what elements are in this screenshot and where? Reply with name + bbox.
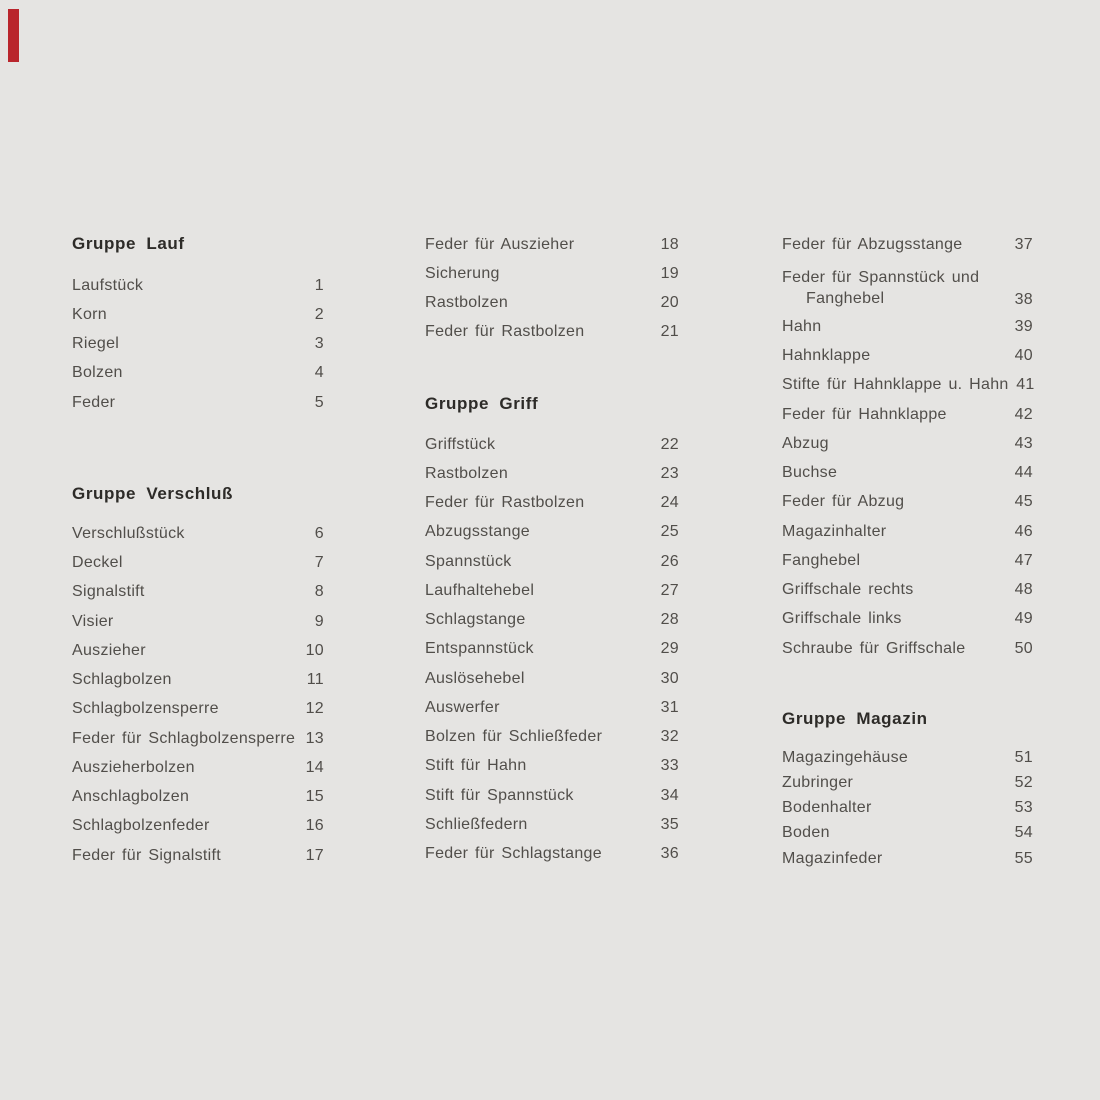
item-number: 14 xyxy=(305,758,324,776)
item-label: Magazinhalter xyxy=(782,522,887,540)
item-label: Boden xyxy=(782,824,830,842)
list-item xyxy=(425,840,679,869)
item-number: 51 xyxy=(1014,748,1033,766)
item-number: 15 xyxy=(305,788,324,806)
item-label: Schlagbolzenfeder xyxy=(72,817,210,835)
column-2 xyxy=(425,230,679,869)
item-number: 29 xyxy=(660,640,679,658)
item-number: 24 xyxy=(660,494,679,512)
list-item xyxy=(425,810,679,839)
item-label: Feder für Schlagstange xyxy=(425,845,602,863)
list-item xyxy=(782,371,1033,400)
list-item xyxy=(782,796,1033,821)
list-item xyxy=(72,388,324,417)
item-label: Feder für Signalstift xyxy=(72,846,222,864)
item-number: 1 xyxy=(314,276,324,294)
list-item xyxy=(72,695,324,724)
item-number: 40 xyxy=(1014,347,1033,365)
item-number: 35 xyxy=(660,815,679,833)
group-heading-lauf: Gruppe Lauf xyxy=(72,234,185,253)
item-label: Feder für Rastbolzen xyxy=(425,323,585,341)
item-number: 8 xyxy=(314,583,324,601)
item-number: 54 xyxy=(1014,824,1033,842)
item-label: Schließfedern xyxy=(425,815,528,833)
item-label: Auswerfer xyxy=(425,698,500,716)
parts-list-lauf xyxy=(72,271,324,417)
item-number: 26 xyxy=(660,552,679,570)
list-item xyxy=(782,605,1033,634)
item-label: Griffstück xyxy=(425,435,496,453)
item-label: Spannstück xyxy=(425,552,512,570)
list-item xyxy=(782,517,1033,546)
list-item xyxy=(425,518,679,547)
item-label: Bodenhalter xyxy=(782,799,872,817)
item-label: Schlagstange xyxy=(425,611,526,629)
item-number: 36 xyxy=(660,845,679,863)
item-number: 30 xyxy=(660,669,679,687)
item-label: Feder für Rastbolzen xyxy=(425,494,585,512)
item-label: Feder xyxy=(72,393,116,411)
item-number: 4 xyxy=(314,364,324,382)
parts-list-verschluss xyxy=(72,519,324,870)
list-item xyxy=(425,230,679,259)
item-label: Rastbolzen xyxy=(425,294,509,312)
list-item xyxy=(72,271,324,300)
item-number: 52 xyxy=(1014,774,1033,792)
list-item xyxy=(782,312,1033,341)
list-item xyxy=(782,546,1033,575)
item-number: 55 xyxy=(1014,849,1033,867)
item-number: 37 xyxy=(1014,235,1033,253)
list-item xyxy=(72,300,324,329)
list-item xyxy=(782,634,1033,663)
item-number: 49 xyxy=(1014,610,1033,628)
list-item xyxy=(72,636,324,665)
list-item xyxy=(425,723,679,752)
item-number: 46 xyxy=(1014,522,1033,540)
item-number: 38 xyxy=(1014,291,1033,309)
item-number: 17 xyxy=(305,846,324,864)
list-item xyxy=(72,666,324,695)
item-number: 9 xyxy=(314,612,324,630)
parts-list-griff-continued xyxy=(782,230,1033,663)
item-label: Feder für Abzug xyxy=(782,493,905,511)
list-item xyxy=(72,753,324,782)
list-item xyxy=(425,635,679,664)
list-item xyxy=(782,429,1033,458)
item-number: 53 xyxy=(1014,799,1033,817)
list-item xyxy=(425,547,679,576)
group-heading-verschluss: Gruppe Verschluß xyxy=(72,484,234,504)
item-number: 7 xyxy=(314,554,324,572)
item-label: Feder für Abzugsstange xyxy=(782,235,963,253)
item-number: 11 xyxy=(306,671,324,689)
list-item xyxy=(72,812,324,841)
item-label: Feder für Spannstück und Fanghebel xyxy=(782,269,980,308)
item-number: 18 xyxy=(660,235,679,253)
group-heading-griff: Gruppe Griff xyxy=(425,394,539,413)
item-number: 13 xyxy=(305,729,324,747)
item-label: Hahnklappe xyxy=(782,347,871,365)
item-label: Laufhaltehebel xyxy=(425,581,535,599)
item-label: Schlagbolzen xyxy=(72,671,172,689)
item-label: Korn xyxy=(72,305,107,323)
list-item xyxy=(782,821,1033,846)
item-number: 6 xyxy=(314,524,324,542)
item-number: 41 xyxy=(1016,376,1035,394)
item-label: Magazinfeder xyxy=(782,849,883,867)
list-item xyxy=(782,459,1033,488)
item-label: Abzug xyxy=(782,434,829,452)
red-registration-mark xyxy=(8,9,19,62)
item-number: 16 xyxy=(305,817,324,835)
list-item xyxy=(425,259,679,288)
list-item xyxy=(782,400,1033,429)
list-item xyxy=(782,259,1033,312)
item-label: Griffschale links xyxy=(782,610,902,628)
list-item xyxy=(72,549,324,578)
item-label: Auszieherbolzen xyxy=(72,758,195,776)
column-3 xyxy=(782,230,1033,871)
item-number: 33 xyxy=(660,757,679,775)
item-number: 22 xyxy=(660,435,679,453)
item-label: Schraube für Griffschale xyxy=(782,639,966,657)
group-heading-magazin: Gruppe Magazin xyxy=(782,709,928,729)
list-item xyxy=(782,576,1033,605)
item-number: 25 xyxy=(660,523,679,541)
item-number: 28 xyxy=(660,611,679,629)
item-label: Magazingehäuse xyxy=(782,748,909,766)
item-number: 31 xyxy=(660,698,679,716)
item-number: 27 xyxy=(660,581,679,599)
item-number: 39 xyxy=(1014,317,1033,335)
item-label: Hahn xyxy=(782,317,822,335)
list-item xyxy=(782,745,1033,770)
item-number: 48 xyxy=(1014,581,1033,599)
list-item xyxy=(782,770,1033,795)
item-label: Verschlußstück xyxy=(72,524,185,542)
list-item xyxy=(782,230,1033,259)
list-item xyxy=(72,724,324,753)
item-label: Laufstück xyxy=(72,276,144,294)
item-label: Deckel xyxy=(72,554,123,572)
item-number: 2 xyxy=(314,305,324,323)
list-item xyxy=(425,430,679,459)
item-number: 10 xyxy=(305,641,324,659)
list-item xyxy=(72,841,324,870)
item-label: Sicherung xyxy=(425,264,500,282)
list-item xyxy=(72,783,324,812)
list-item xyxy=(72,578,324,607)
list-item xyxy=(425,664,679,693)
item-number: 19 xyxy=(660,264,679,282)
item-label: Feder für Auszieher xyxy=(425,235,575,253)
item-number: 12 xyxy=(305,700,324,718)
item-label: Zubringer xyxy=(782,774,854,792)
item-label: Anschlagbolzen xyxy=(72,788,190,806)
list-item xyxy=(782,488,1033,517)
list-item xyxy=(425,693,679,722)
item-number: 23 xyxy=(660,464,679,482)
item-number: 45 xyxy=(1014,493,1033,511)
item-label: Abzugsstange xyxy=(425,523,531,541)
item-label: Fanghebel xyxy=(782,551,861,569)
item-number: 20 xyxy=(660,294,679,312)
list-item xyxy=(425,576,679,605)
item-label: Riegel xyxy=(72,335,120,353)
item-number: 32 xyxy=(660,728,679,746)
item-number: 44 xyxy=(1014,464,1033,482)
list-item xyxy=(425,606,679,635)
item-number: 3 xyxy=(314,335,324,353)
item-label: Rastbolzen xyxy=(425,464,509,482)
list-item xyxy=(782,846,1033,871)
parts-list-magazin xyxy=(782,745,1033,871)
item-label: Stift für Spannstück xyxy=(425,786,574,804)
list-item xyxy=(782,342,1033,371)
item-number: 34 xyxy=(660,786,679,804)
list-item xyxy=(72,359,324,388)
item-label: Stifte für Hahnklappe u. Hahn xyxy=(782,376,1009,394)
column-1 xyxy=(72,234,324,870)
list-item xyxy=(425,289,679,318)
item-number: 50 xyxy=(1014,639,1033,657)
item-label: Entspannstück xyxy=(425,640,534,658)
list-item xyxy=(425,752,679,781)
list-item xyxy=(425,781,679,810)
item-label: Feder für Hahnklappe xyxy=(782,405,947,423)
item-number: 5 xyxy=(314,393,324,411)
item-number: 47 xyxy=(1014,551,1033,569)
list-item xyxy=(72,607,324,636)
item-number: 21 xyxy=(660,323,679,341)
list-item xyxy=(425,318,679,347)
parts-list-verschluss-continued xyxy=(425,230,679,347)
list-item xyxy=(425,489,679,518)
item-label: Feder für Schlagbolzensperre xyxy=(72,729,296,747)
list-item xyxy=(72,330,324,359)
item-label: Bolzen xyxy=(72,364,123,382)
item-label: Auszieher xyxy=(72,641,146,659)
item-label: Stift für Hahn xyxy=(425,757,527,775)
item-number: 43 xyxy=(1014,434,1033,452)
item-label: Auslösehebel xyxy=(425,669,525,687)
item-label: Griffschale rechts xyxy=(782,581,914,599)
item-label: Bolzen für Schließfeder xyxy=(425,728,603,746)
item-label: Buchse xyxy=(782,464,838,482)
item-label: Signalstift xyxy=(72,583,145,601)
item-label: Schlagbolzensperre xyxy=(72,700,219,718)
parts-list-griff xyxy=(425,430,679,869)
list-item xyxy=(425,459,679,488)
item-number: 42 xyxy=(1014,405,1033,423)
list-item xyxy=(72,519,324,548)
item-label: Visier xyxy=(72,612,114,630)
